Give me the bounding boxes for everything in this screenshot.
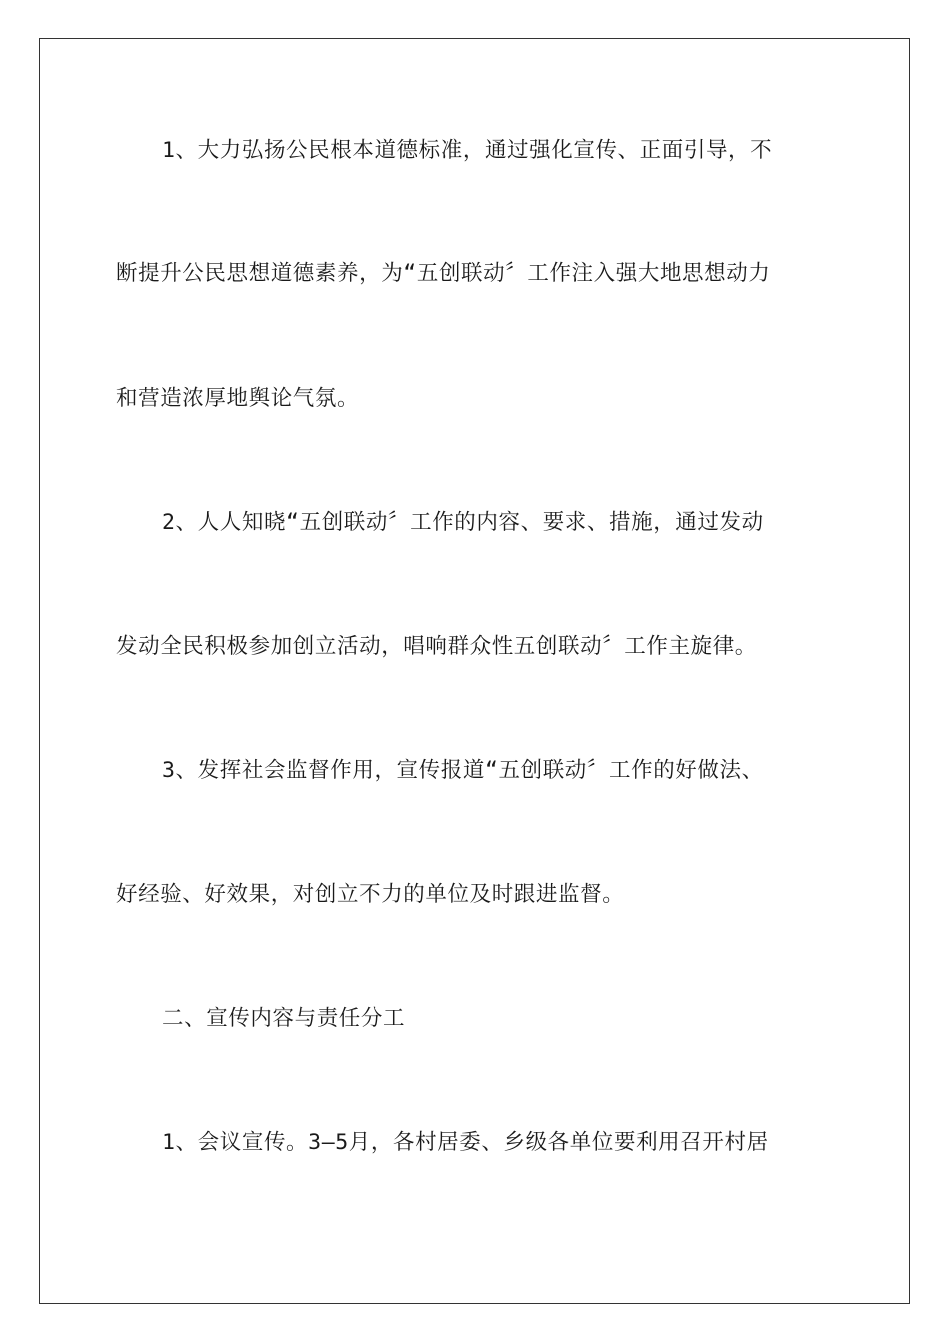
paragraph-4-line-1: 1、会议宣传。3—5月，各村居委、乡级各单位要利用召开村居 bbox=[162, 1130, 769, 1155]
paragraph-1-line-3: 和营造浓厚地舆论气氛。 bbox=[116, 386, 360, 411]
paragraph-3-line-2: 好经验、好效果，对创立不力的单位及时跟进监督。 bbox=[116, 882, 625, 907]
paragraph-2-line-2: 发动全民积极参加创立活动，唱响群众性五创联动〞工作主旋律。 bbox=[116, 634, 757, 659]
paragraph-2-line-1: 2、人人知晓“五创联动〞工作的内容、要求、措施，通过发动 bbox=[162, 510, 764, 535]
paragraph-1-line-2: 断提升公民思想道德素养，为“五创联动〞工作注入强大地思想动力 bbox=[116, 261, 771, 286]
page-border bbox=[39, 38, 910, 1304]
paragraph-3-line-1: 3、发挥社会监督作用，宣传报道“五创联动〞工作的好做法、 bbox=[162, 758, 764, 783]
section-heading: 二、宣传内容与责任分工 bbox=[162, 1006, 406, 1031]
paragraph-1-line-1: 1、大力弘扬公民根本道德标准，通过强化宣传、正面引导，不 bbox=[162, 138, 773, 163]
